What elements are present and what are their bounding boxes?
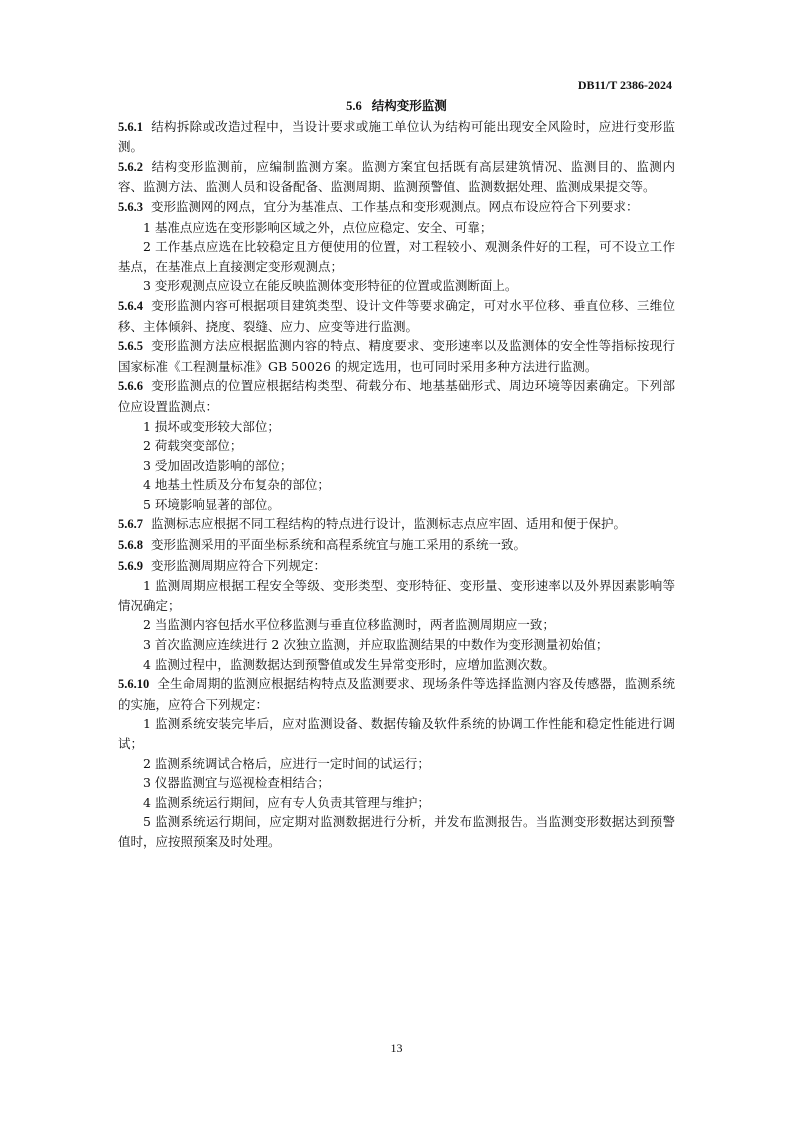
clause-number: 5.6.9 bbox=[118, 558, 143, 573]
clause-text: 监测标志应根据不同工程结构的特点进行设计，监测标志点应牢固、适用和便于保护。 bbox=[151, 516, 627, 532]
clause-number: 5.6.10 bbox=[118, 677, 150, 692]
clause-number: 5.6.1 bbox=[118, 119, 143, 134]
clause bbox=[118, 296, 675, 336]
list-item: 4 地基土性质及分布复杂的部位； bbox=[143, 477, 330, 493]
document-code: DB11/T 2386-2024 bbox=[577, 78, 672, 92]
list-item: 5 监测系统运行期间，应定期对监测数据进行分析，并发布监测报告。当监测变形数据达到预警值时，应按照预案及时处理。 bbox=[118, 814, 675, 849]
list-item: 2 监测系统调试合格后，应进行一定时间的试运行； bbox=[143, 755, 430, 771]
clause bbox=[118, 117, 675, 157]
list-item: 1 基准点应选在变形影响区域之外，点位应稳定、安全、可靠； bbox=[143, 219, 493, 235]
list-item: 1 损坏或变形较大部位； bbox=[143, 418, 280, 434]
clause-text: 变形监测周期应符合下列规定： bbox=[151, 557, 327, 573]
document-body bbox=[118, 96, 675, 852]
list-item: 2 工作基点应选在比较稳定且方便使用的位置，对工程较小、观测条件好的工程，可不设立工作基点，在基准点上直接测定变形观测点； bbox=[118, 239, 675, 274]
list-item: 1 监测系统安装完毕后，应对监测设备、数据传输及软件系统的协调工作性能和稳定性能进行调试； bbox=[118, 716, 675, 751]
list-item: 4 监测系统运行期间，应有专人负责其管理与维护； bbox=[143, 794, 430, 810]
clause-number: 5.6.6 bbox=[118, 379, 143, 394]
clause bbox=[118, 157, 675, 197]
list-item: 3 首次监测应连续进行 2 次独立监测，并应取监测结果的中数作为变形测量初始值； bbox=[143, 637, 609, 653]
list-item: 1 监测周期应根据工程安全等级、变形类型、变形特征、变形量、变形速率以及外界因素影响等情况确定； bbox=[118, 578, 675, 613]
clause-number: 5.6.3 bbox=[118, 199, 143, 214]
list-item: 2 当监测内容包括水平位移监测与垂直位移监测时，两者监测周期应一致； bbox=[143, 617, 555, 633]
clause bbox=[118, 197, 675, 218]
list-item: 3 仪器监测宜与巡视检查相结合； bbox=[143, 775, 330, 791]
clause bbox=[118, 514, 675, 535]
clause-text: 变形监测内容可根据项目建筑类型、设计文件等要求确定，可对水平位移、垂直位移、三维位移、主体倾斜、挠度、裂缝、应力、应变等进行监测。 bbox=[118, 297, 675, 334]
clause-text: 全生命周期的监测应根据结构特点及监测要求、现场条件等选择监测内容及传感器，监测系统的实施，应符合下列规定： bbox=[118, 676, 675, 712]
clause-number: 5.6.4 bbox=[118, 298, 143, 313]
clause-text: 变形监测点的位置应根据结构类型、荷载分布、地基基础形式、周边环境等因素确定。下列部位应设置监测点： bbox=[118, 378, 675, 414]
clause bbox=[118, 376, 675, 416]
clause-list bbox=[118, 117, 675, 852]
section-number: 5.6 bbox=[346, 99, 362, 113]
clause-number: 5.6.8 bbox=[118, 538, 143, 553]
clause-number: 5.6.2 bbox=[118, 159, 143, 174]
page-number: 13 bbox=[390, 1041, 403, 1055]
section-title bbox=[118, 96, 675, 117]
list-item: 3 变形观测点应设立在能反映监测体变形特征的位置或监测断面上。 bbox=[143, 278, 518, 294]
clause bbox=[118, 336, 675, 376]
clause bbox=[118, 556, 675, 577]
clause-text: 结构拆除或改造过程中，当设计要求或施工单位认为结构可能出现安全风险时，应进行变形监测。 bbox=[118, 118, 675, 155]
clause bbox=[118, 674, 675, 714]
list-item: 3 受加固改造影响的部位； bbox=[143, 457, 293, 473]
clause-text: 结构变形监测前，应编制监测方案。监测方案宜包括既有高层建筑情况、监测目的、监测内容、监测方法、监测人员和设备配备、监测周期、监测预警值、监测数据处理、监测成果提交等。 bbox=[118, 158, 675, 195]
list-item: 4 监测过程中，监测数据达到预警值或发生异常变形时，应增加监测次数。 bbox=[143, 656, 555, 672]
list-item: 5 环境影响显著的部位。 bbox=[143, 496, 280, 512]
clause-text: 变形监测网的网点，宜分为基准点、工作基点和变形观测点。网点布设应符合下列要求： bbox=[151, 198, 639, 214]
clause-text: 变形监测采用的平面坐标系统和高程系统宜与施工采用的系统一致。 bbox=[151, 537, 527, 553]
clause-number: 5.6.7 bbox=[118, 517, 143, 532]
clause-text: 变形监测方法应根据监测内容的特点、精度要求、变形速率以及监测体的安全性等指标按现行国家标准《工程测量标准》GB 50026 的规定选用，也可同时采用多种方法进行监测。 bbox=[118, 338, 675, 374]
clause-number: 5.6.5 bbox=[118, 339, 143, 354]
section-title-text: 结构变形监测 bbox=[371, 98, 447, 113]
clause bbox=[118, 535, 675, 556]
list-item: 2 荷载突变部位； bbox=[143, 438, 243, 454]
